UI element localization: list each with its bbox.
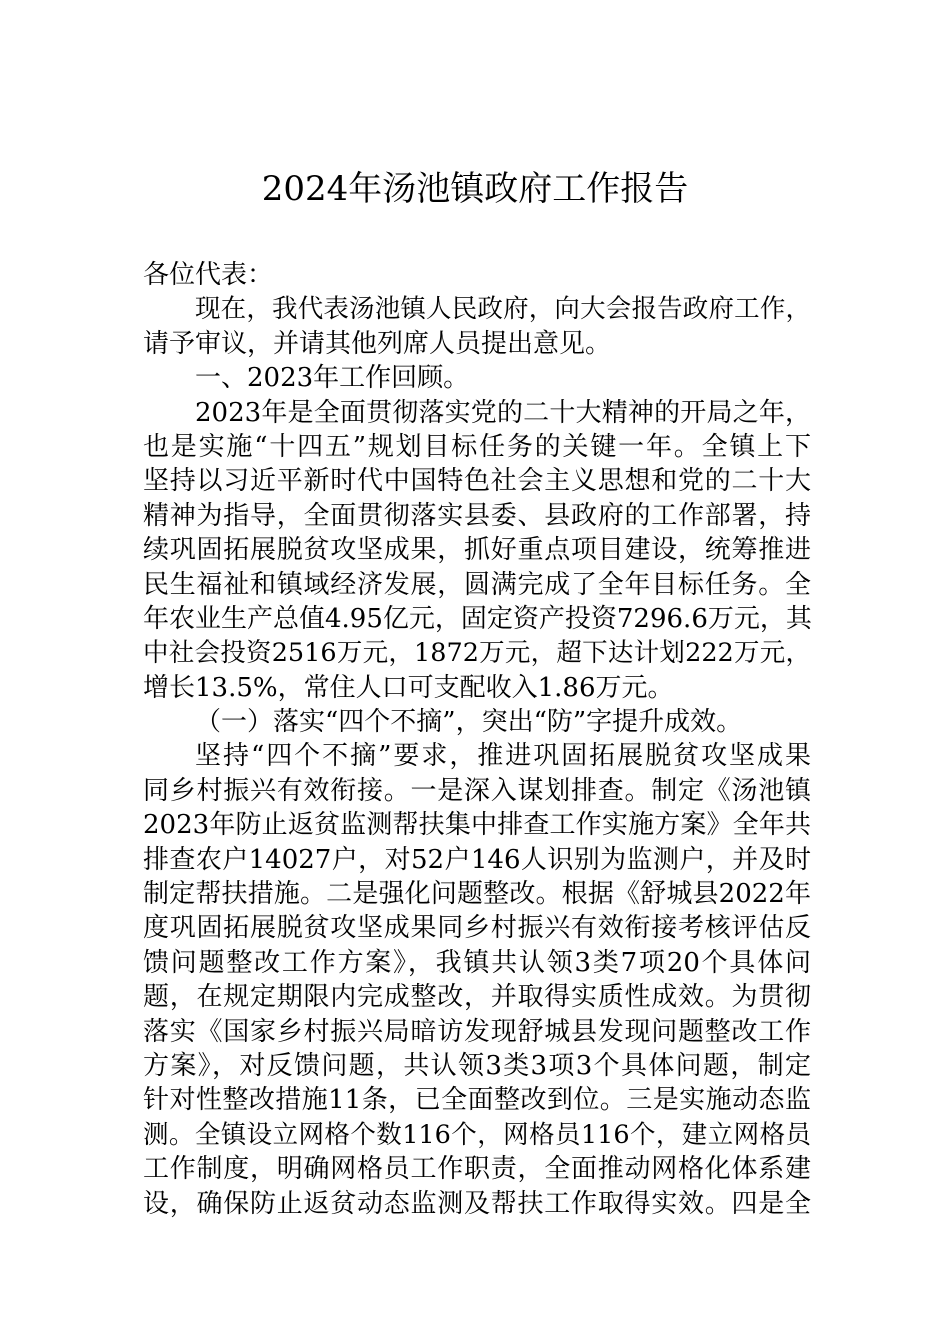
body-line: 民生福祉和镇域经济发展，圆满完成了全年目标任务。全 bbox=[143, 569, 811, 600]
body-line: 各位代表： bbox=[143, 260, 274, 290]
body-line: 度巩固拓展脱贫攻坚成果同乡村振兴有效衔接考核评估反 bbox=[143, 913, 811, 944]
body-line: 测。全镇设立网格个数116个，网格员116个，建立网格员 bbox=[143, 1119, 811, 1150]
body-line: 针对性整改措施11条，已全面整改到位。三是实施动态监 bbox=[143, 1085, 811, 1116]
document-body bbox=[143, 258, 811, 1221]
body-line: 请予审议，并请其他列席人员提出意见。 bbox=[143, 328, 612, 359]
body-line: （一）落实“四个不摘”，突出“防”字提升成效。 bbox=[195, 707, 743, 738]
body-line: 2023年防止返贫监测帮扶集中排查工作实施方案》全年共 bbox=[143, 810, 811, 841]
body-line: 方案》，对反馈问题，共认领3类3项3个具体问题，制定 bbox=[143, 1050, 811, 1081]
body-line: 也是实施“十四五”规划目标任务的关键一年。全镇上下 bbox=[143, 431, 811, 462]
body-line: 精神为指导，全面贯彻落实县委、县政府的工作部署，持 bbox=[143, 500, 811, 531]
body-line: 现在，我代表汤池镇人民政府，向大会报告政府工作， bbox=[195, 294, 811, 325]
body-line: 落实《国家乡村振兴局暗访发现舒城县发现问题整改工作 bbox=[143, 1016, 811, 1047]
body-line: 坚持“四个不摘”要求，推进巩固拓展脱贫攻坚成果 bbox=[195, 741, 811, 772]
body-line: 题，在规定期限内完成整改，并取得实质性成效。为贯彻 bbox=[143, 982, 811, 1013]
body-line: 一、2023年工作回顾。 bbox=[195, 363, 470, 394]
body-line: 馈问题整改工作方案》，我镇共认领3类7项20个具体问 bbox=[143, 947, 811, 978]
document-title: 2024年汤池镇政府工作报告 bbox=[261, 169, 689, 209]
body-line: 设，确保防止返贫动态监测及帮扶工作取得实效。四是全 bbox=[143, 1188, 811, 1219]
body-line: 中社会投资2516万元，1872万元，超下达计划222万元， bbox=[143, 638, 811, 669]
body-line: 坚持以习近平新时代中国特色社会主义思想和党的二十大 bbox=[143, 466, 811, 497]
body-line: 2023年是全面贯彻落实党的二十大精神的开局之年， bbox=[195, 397, 811, 428]
body-line: 增长13.5%，常住人口可支配收入1.86万元。 bbox=[143, 672, 674, 703]
body-line: 工作制度，明确网格员工作职责，全面推动网格化体系建 bbox=[143, 1154, 811, 1185]
body-line: 排查农户14027户，对52户146人识别为监测户，并及时 bbox=[143, 844, 811, 875]
body-line: 制定帮扶措施。二是强化问题整改。根据《舒城县2022年 bbox=[143, 879, 811, 910]
body-line: 续巩固拓展脱贫攻坚成果，抓好重点项目建设，统筹推进 bbox=[143, 535, 811, 566]
body-line: 年农业生产总值4.95亿元，固定资产投资7296.6万元，其 bbox=[143, 603, 812, 634]
body-line: 同乡村振兴有效衔接。一是深入谋划排查。制定《汤池镇 bbox=[143, 775, 811, 806]
